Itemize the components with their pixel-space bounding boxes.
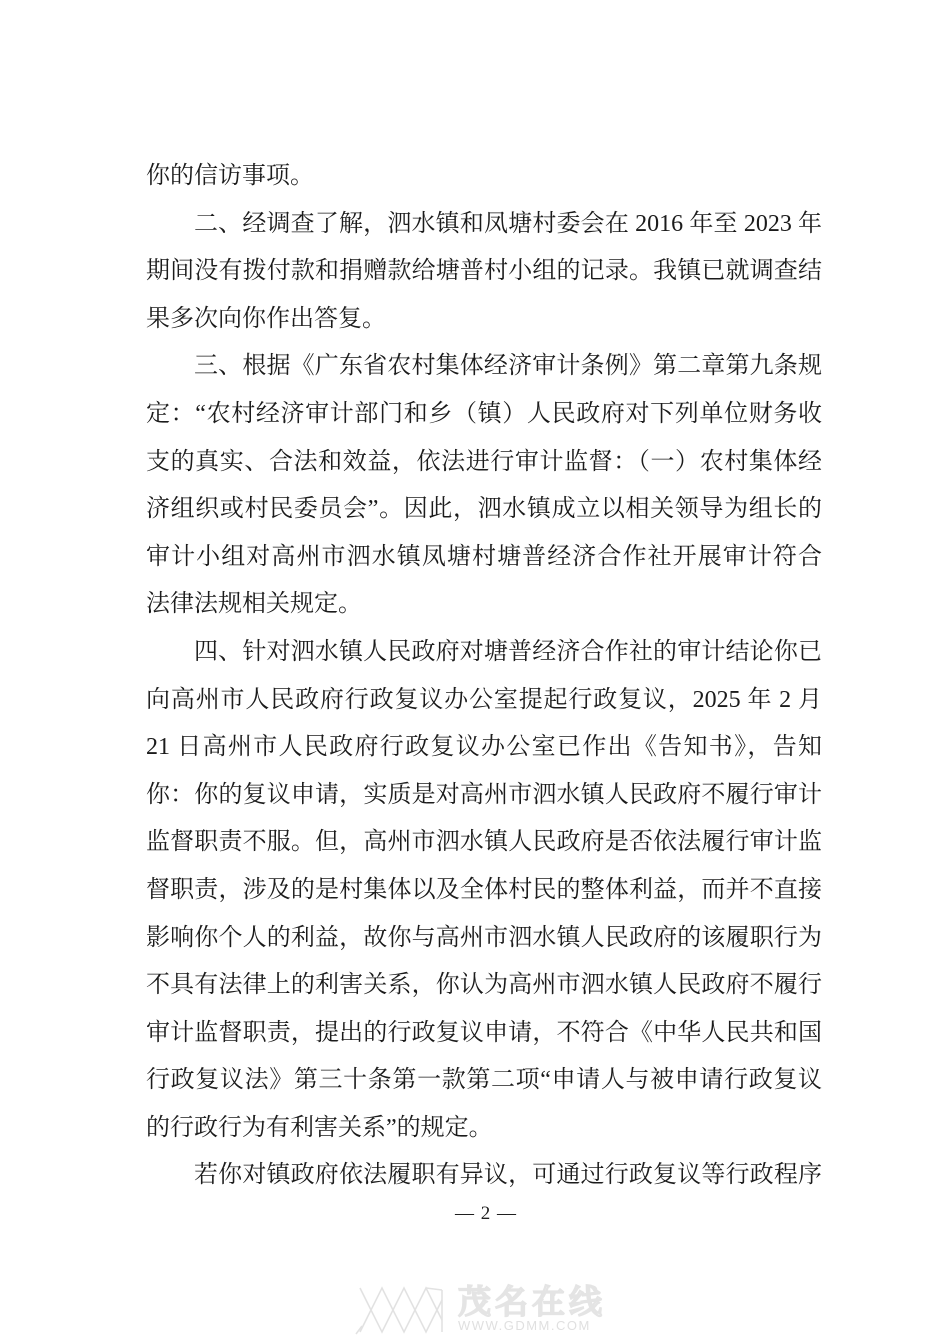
document-line: 审计监督职责，提出的行政复议申请，不符合《中华人民共和国	[146, 1019, 822, 1046]
document-line: 二、经调查了解，泗水镇和凤塘村委会在 2016 年至 2023 年	[194, 210, 822, 237]
document-line: 定：“农村经济审计部门和乡（镇）人民政府对下列单位财务收	[146, 400, 822, 427]
document-body	[146, 153, 822, 1200]
page-number: — 2 —	[455, 1203, 517, 1224]
document-line: 你：你的复议申请，实质是对高州市泗水镇人民政府不履行审计	[146, 781, 822, 808]
document-line: 21 日高州市人民政府行政复议办公室已作出《告知书》，告知	[146, 734, 822, 761]
watermark-text	[458, 1280, 606, 1333]
document-line: 督职责，涉及的是村集体以及全体村民的整体利益，而并不直接	[146, 876, 822, 903]
document-line: 若你对镇政府依法履职有异议，可通过行政复议等行政程序	[194, 1162, 822, 1189]
document-line: 审计小组对高州市泗水镇凤塘村塘普经济合作社开展审计符合	[146, 543, 822, 570]
document-line: 四、针对泗水镇人民政府对塘普经济合作社的审计结论你已	[194, 638, 822, 665]
watermark-site-name: 茂名在线	[458, 1283, 606, 1320]
document-line: 不具有法律上的利害关系，你认为高州市泗水镇人民政府不履行	[146, 972, 822, 999]
watermark-site-url: WWW.GDMM.COM	[458, 1318, 591, 1333]
document-line: 果多次向你作出答复。	[146, 305, 386, 332]
document-line: 期间没有拨付款和捐赠款给塘普村小组的记录。我镇已就调查结	[146, 258, 822, 285]
document-line: 三、根据《广东省农村集体经济审计条例》第二章第九条规	[194, 353, 822, 380]
document-line: 你的信访事项。	[146, 163, 314, 189]
document-line: 监督职责不服。但，高州市泗水镇人民政府是否依法履行审计监	[146, 829, 822, 856]
document-line: 法律法规相关规定。	[146, 591, 362, 618]
document-line: 影响你个人的利益，故你与高州市泗水镇人民政府的该履职行为	[146, 924, 822, 951]
document-line: 行政复议法》第三十条第一款第二项“申请人与被申请行政复议	[146, 1067, 822, 1094]
gdmm-lattice-logo-icon	[354, 1280, 448, 1336]
document-line: 支的真实、合法和效益，依法进行审计监督：（一）农村集体经	[146, 448, 822, 475]
watermark	[354, 1280, 606, 1336]
document-line: 济组织或村民委员会”。因此，泗水镇成立以相关领导为组长的	[146, 496, 822, 523]
document-line: 向高州市人民政府行政复议办公室提起行政复议，2025 年 2 月	[146, 686, 822, 713]
document-line: 的行政行为有利害关系”的规定。	[146, 1114, 493, 1141]
